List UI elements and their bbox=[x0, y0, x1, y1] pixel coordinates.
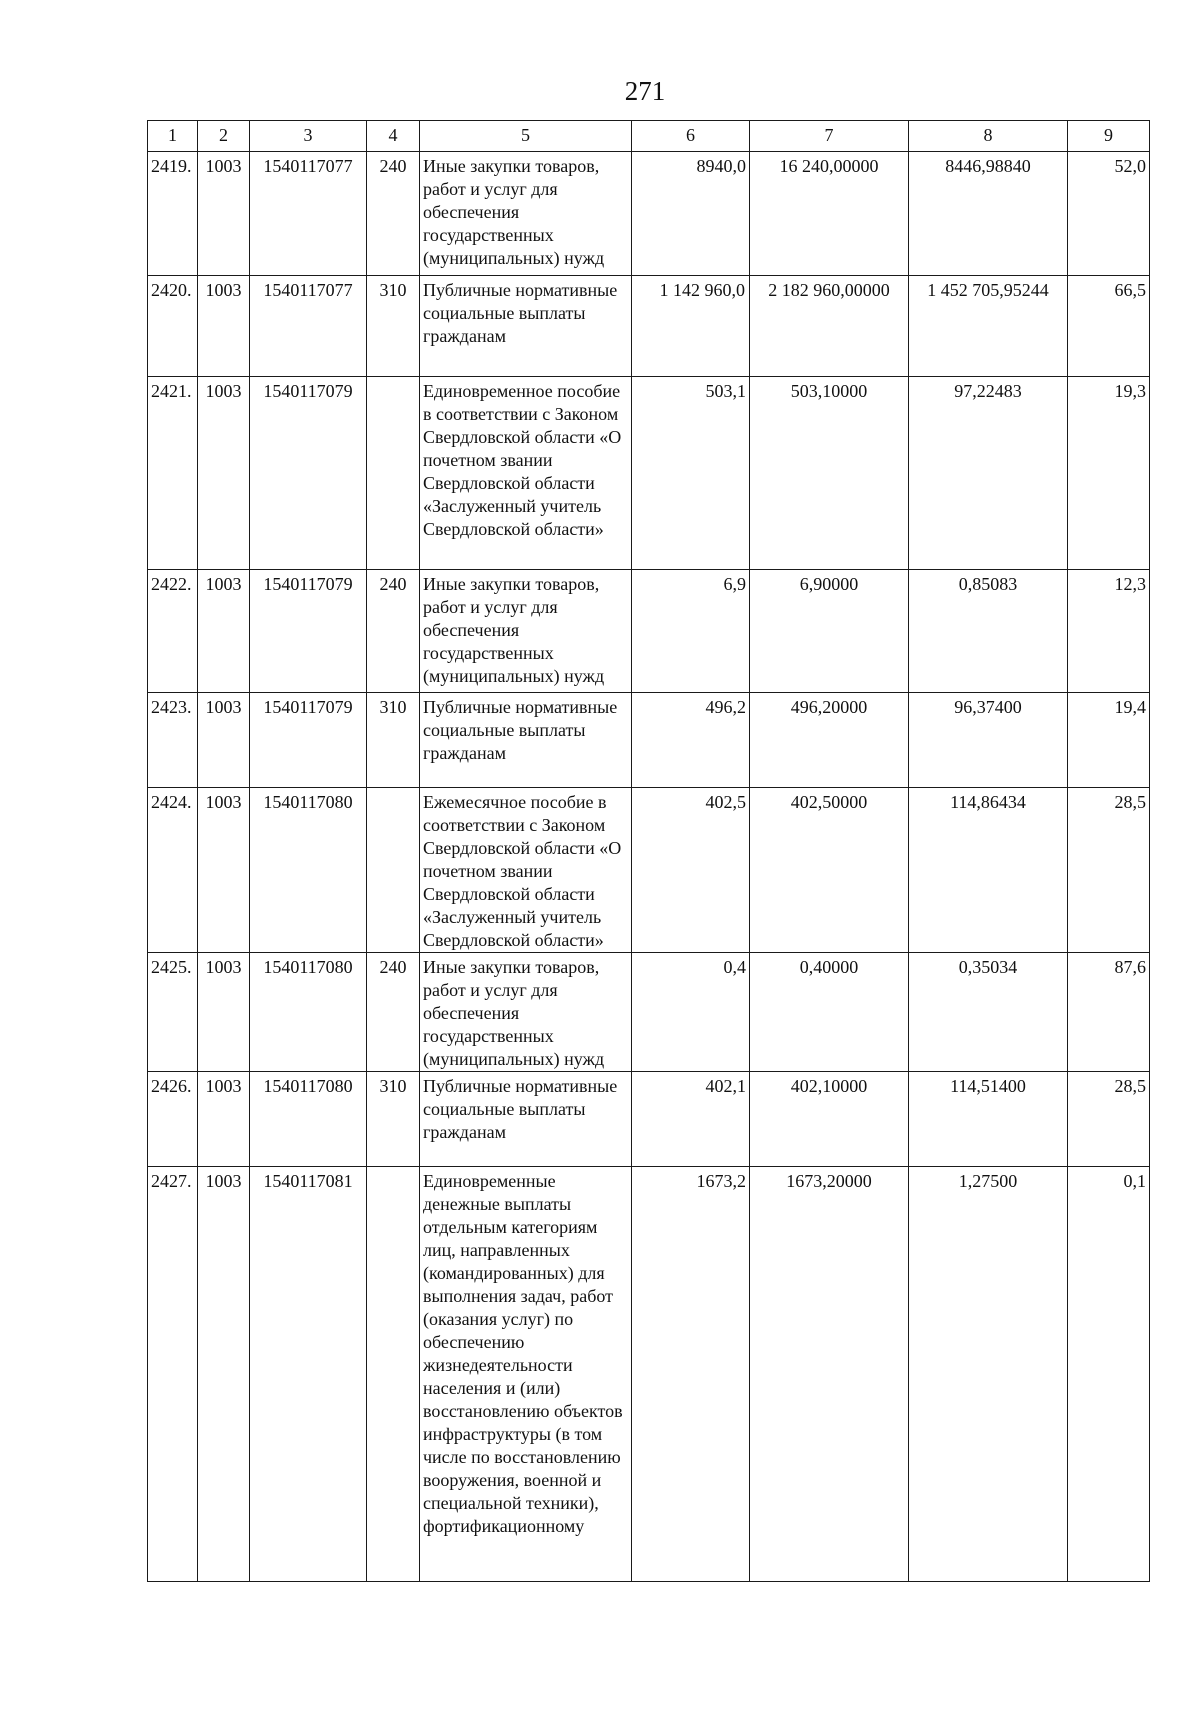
value-col7: 16 240,00000 bbox=[750, 152, 909, 276]
table-row bbox=[148, 953, 1150, 1072]
column-header: 2 bbox=[198, 121, 250, 152]
description: Иные закупки товаров, работ и услуг для обеспечения государственных (муниципальных) нужд bbox=[420, 570, 632, 693]
table-row bbox=[148, 570, 1150, 693]
value-col8: 0,85083 bbox=[909, 570, 1068, 693]
value-col7: 402,50000 bbox=[750, 788, 909, 953]
value-col8: 0,35034 bbox=[909, 953, 1068, 1072]
column-header: 3 bbox=[250, 121, 367, 152]
column-header: 8 bbox=[909, 121, 1068, 152]
value-col6: 6,9 bbox=[632, 570, 750, 693]
description: Публичные нормативные социальные выплаты гражданам bbox=[420, 276, 632, 377]
value-col6: 8940,0 bbox=[632, 152, 750, 276]
expense-type-code: 310 bbox=[367, 276, 420, 377]
value-col7: 503,10000 bbox=[750, 377, 909, 570]
value-col9: 28,5 bbox=[1068, 1072, 1150, 1167]
row-number: 2423. bbox=[148, 693, 198, 788]
value-col8: 114,51400 bbox=[909, 1072, 1068, 1167]
column-header: 1 bbox=[148, 121, 198, 152]
row-number: 2427. bbox=[148, 1167, 198, 1582]
column-header: 9 bbox=[1068, 121, 1150, 152]
target-article-code: 1540117081 bbox=[250, 1167, 367, 1582]
column-header: 5 bbox=[420, 121, 632, 152]
description: Ежемесячное пособие в соответствии с Законом Свердловской области «О почетном звании Свердловской области «Заслуженный учитель Свердловской области» bbox=[420, 788, 632, 953]
value-col7: 496,20000 bbox=[750, 693, 909, 788]
section-code: 1003 bbox=[198, 1167, 250, 1582]
row-number: 2424. bbox=[148, 788, 198, 953]
value-col8: 96,37400 bbox=[909, 693, 1068, 788]
expense-type-code bbox=[367, 377, 420, 570]
value-col9: 28,5 bbox=[1068, 788, 1150, 953]
description: Иные закупки товаров, работ и услуг для обеспечения государственных (муниципальных) нужд bbox=[420, 152, 632, 276]
value-col6: 1 142 960,0 bbox=[632, 276, 750, 377]
expense-type-code: 240 bbox=[367, 570, 420, 693]
value-col9: 19,4 bbox=[1068, 693, 1150, 788]
expense-type-code: 310 bbox=[367, 693, 420, 788]
table-row bbox=[148, 377, 1150, 570]
value-col9: 66,5 bbox=[1068, 276, 1150, 377]
value-col9: 19,3 bbox=[1068, 377, 1150, 570]
column-header: 6 bbox=[632, 121, 750, 152]
value-col6: 402,5 bbox=[632, 788, 750, 953]
value-col6: 0,4 bbox=[632, 953, 750, 1072]
section-code: 1003 bbox=[198, 276, 250, 377]
value-col7: 1673,20000 bbox=[750, 1167, 909, 1582]
target-article-code: 1540117079 bbox=[250, 693, 367, 788]
section-code: 1003 bbox=[198, 953, 250, 1072]
expense-type-code bbox=[367, 1167, 420, 1582]
target-article-code: 1540117080 bbox=[250, 953, 367, 1072]
row-number: 2426. bbox=[148, 1072, 198, 1167]
value-col8: 1 452 705,95244 bbox=[909, 276, 1068, 377]
table-row bbox=[148, 152, 1150, 276]
section-code: 1003 bbox=[198, 377, 250, 570]
target-article-code: 1540117080 bbox=[250, 1072, 367, 1167]
target-article-code: 1540117077 bbox=[250, 276, 367, 377]
section-code: 1003 bbox=[198, 570, 250, 693]
row-number: 2419. bbox=[148, 152, 198, 276]
value-col6: 503,1 bbox=[632, 377, 750, 570]
expense-type-code: 240 bbox=[367, 953, 420, 1072]
row-number: 2421. bbox=[148, 377, 198, 570]
value-col7: 6,90000 bbox=[750, 570, 909, 693]
column-header: 4 bbox=[367, 121, 420, 152]
row-number: 2420. bbox=[148, 276, 198, 377]
value-col8: 114,86434 bbox=[909, 788, 1068, 953]
value-col9: 87,6 bbox=[1068, 953, 1150, 1072]
table-row bbox=[148, 276, 1150, 377]
target-article-code: 1540117079 bbox=[250, 570, 367, 693]
expense-type-code: 240 bbox=[367, 152, 420, 276]
value-col8: 97,22483 bbox=[909, 377, 1068, 570]
row-number: 2422. bbox=[148, 570, 198, 693]
description: Иные закупки товаров, работ и услуг для обеспечения государственных (муниципальных) нужд bbox=[420, 953, 632, 1072]
header-row bbox=[148, 121, 1150, 152]
value-col6: 402,1 bbox=[632, 1072, 750, 1167]
page-number: 271 bbox=[624, 76, 666, 106]
value-col7: 402,10000 bbox=[750, 1072, 909, 1167]
target-article-code: 1540117079 bbox=[250, 377, 367, 570]
value-col8: 1,27500 bbox=[909, 1167, 1068, 1582]
value-col6: 496,2 bbox=[632, 693, 750, 788]
description: Публичные нормативные социальные выплаты гражданам bbox=[420, 1072, 632, 1167]
section-code: 1003 bbox=[198, 152, 250, 276]
value-col8: 8446,98840 bbox=[909, 152, 1068, 276]
expense-type-code: 310 bbox=[367, 1072, 420, 1167]
target-article-code: 1540117077 bbox=[250, 152, 367, 276]
value-col9: 12,3 bbox=[1068, 570, 1150, 693]
column-header: 7 bbox=[750, 121, 909, 152]
expense-type-code bbox=[367, 788, 420, 953]
row-number: 2425. bbox=[148, 953, 198, 1072]
value-col7: 2 182 960,00000 bbox=[750, 276, 909, 377]
table-row bbox=[148, 1072, 1150, 1167]
table-row bbox=[148, 788, 1150, 953]
target-article-code: 1540117080 bbox=[250, 788, 367, 953]
section-code: 1003 bbox=[198, 1072, 250, 1167]
budget-table bbox=[147, 120, 1150, 1582]
table-row bbox=[148, 693, 1150, 788]
section-code: 1003 bbox=[198, 788, 250, 953]
value-col9: 0,1 bbox=[1068, 1167, 1150, 1582]
table-row bbox=[148, 1167, 1150, 1582]
description: Публичные нормативные социальные выплаты гражданам bbox=[420, 693, 632, 788]
value-col6: 1673,2 bbox=[632, 1167, 750, 1582]
description: Единовременные денежные выплаты отдельным категориям лиц, направленных (командированных) для выполнения задач, работ (оказания услуг) по обеспечению жизнедеятельности населения и (или) восстановлению объектов инфраструктуры (в том числе по восстановлению вооружения, военной и специальной техники), фортификационному bbox=[420, 1167, 632, 1582]
section-code: 1003 bbox=[198, 693, 250, 788]
value-col9: 52,0 bbox=[1068, 152, 1150, 276]
value-col7: 0,40000 bbox=[750, 953, 909, 1072]
description: Единовременное пособие в соответствии с Законом Свердловской области «О почетном звании Свердловской области «Заслуженный учитель Свердловской области» bbox=[420, 377, 632, 570]
